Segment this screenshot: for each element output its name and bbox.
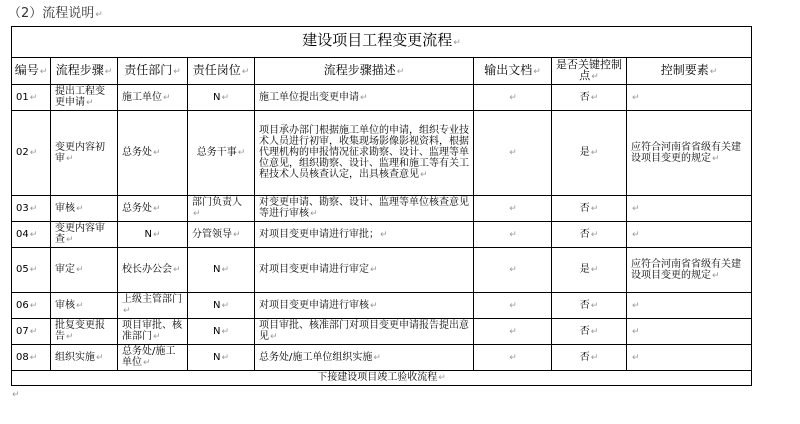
header-desc: 流程步骤描述↵ bbox=[255, 58, 474, 85]
paragraph-mark: ↵ bbox=[380, 229, 388, 240]
cell-key: 否↵ bbox=[552, 319, 627, 345]
paragraph-mark: ↵ bbox=[95, 10, 103, 20]
paragraph-mark: ↵ bbox=[632, 203, 640, 214]
paragraph-mark: ↵ bbox=[153, 148, 161, 158]
cell-doc bbox=[474, 196, 552, 222]
header-ctrl: 控制要素↵ bbox=[627, 58, 752, 85]
paragraph-mark: ↵ bbox=[590, 265, 599, 275]
cell-step: 组织实施↵ bbox=[51, 345, 118, 371]
paragraph-mark: ↵ bbox=[29, 265, 38, 275]
cell-dept: 总务处↵ bbox=[118, 196, 188, 222]
cell-step: 提出工程变更申请↵ bbox=[51, 85, 118, 111]
cell-key: 否↵ bbox=[552, 196, 627, 222]
table-title-row bbox=[12, 27, 752, 58]
table-row bbox=[12, 85, 752, 111]
cell-doc bbox=[474, 111, 552, 196]
paragraph-mark: ↵ bbox=[153, 332, 161, 342]
paragraph-mark: ↵ bbox=[76, 203, 84, 214]
cell-desc: 项目承办部门根据施工单位的申请，组织专业技术人员进行初审，收集现场影像影视资料，根据代理机构的申报情况征求勘察、设计、监理等单位意见，组织勘察、设计、监理和施工等有关工程技术人员核查认定，出具核查意见↵ bbox=[255, 111, 474, 196]
cell-dept: 总务处↵ bbox=[118, 111, 188, 196]
cell-step: 审定↵ bbox=[51, 248, 118, 293]
cell-key: 否↵ bbox=[552, 293, 627, 319]
paragraph-mark: ↵ bbox=[221, 352, 230, 363]
paragraph-mark: ↵ bbox=[66, 235, 74, 245]
paragraph-mark: ↵ bbox=[76, 265, 84, 275]
cell-desc: 对变更申请、勘察、设计、监理等单位核查意见等进行审核↵ bbox=[255, 196, 474, 222]
paragraph-mark: ↵ bbox=[193, 209, 201, 219]
cell-post: N↵ bbox=[188, 293, 255, 319]
paragraph-mark: ↵ bbox=[221, 300, 230, 311]
cell-ctrl bbox=[627, 319, 752, 345]
cell-doc bbox=[474, 345, 552, 371]
paragraph-mark: ↵ bbox=[370, 300, 378, 311]
cell-ctrl bbox=[627, 345, 752, 371]
cell-post: N↵ bbox=[188, 85, 255, 111]
cell-post: 分管领导↵ bbox=[188, 222, 255, 248]
paragraph-mark: ↵ bbox=[29, 92, 38, 103]
paragraph-mark: ↵ bbox=[221, 265, 230, 275]
paragraph-mark: ↵ bbox=[509, 326, 517, 337]
header-post: 责任岗位↵ bbox=[188, 58, 255, 85]
table-row bbox=[12, 196, 752, 222]
table-row bbox=[12, 222, 752, 248]
paragraph-mark: ↵ bbox=[632, 229, 640, 240]
cell-dept: 项目审批、核准部门↵ bbox=[118, 319, 188, 345]
cell-no: 03↵ bbox=[12, 196, 51, 222]
paragraph-mark: ↵ bbox=[590, 203, 599, 214]
paragraph-mark: ↵ bbox=[591, 72, 599, 82]
paragraph-mark: ↵ bbox=[241, 67, 250, 77]
section-heading-text: （2）流程说明 bbox=[8, 6, 95, 21]
paragraph-mark: ↵ bbox=[360, 92, 368, 103]
paragraph-mark: ↵ bbox=[29, 326, 38, 337]
table-row bbox=[12, 293, 752, 319]
paragraph-mark: ↵ bbox=[96, 352, 104, 363]
cell-step: 批复变更报告↵ bbox=[51, 319, 118, 345]
cell-ctrl bbox=[627, 85, 752, 111]
paragraph-mark: ↵ bbox=[39, 67, 48, 77]
cell-step: 审核↵ bbox=[51, 196, 118, 222]
cell-no: 01↵ bbox=[12, 85, 51, 111]
paragraph-mark: ↵ bbox=[509, 92, 517, 103]
header-row bbox=[12, 58, 752, 85]
paragraph-mark: ↵ bbox=[632, 352, 640, 363]
cell-desc: 对项目变更申请进行审批；↵ bbox=[255, 222, 474, 248]
table-row bbox=[12, 319, 752, 345]
paragraph-mark: ↵ bbox=[712, 153, 720, 164]
paragraph-mark: ↵ bbox=[123, 306, 131, 316]
paragraph-mark: ↵ bbox=[29, 352, 38, 363]
header-doc: 输出文档↵ bbox=[474, 58, 552, 85]
cell-dept: 校长办公会↵ bbox=[118, 248, 188, 293]
cell-no: 07↵ bbox=[12, 319, 51, 345]
cell-desc: 对项目变更申请进行审核↵ bbox=[255, 293, 474, 319]
paragraph-mark: ↵ bbox=[632, 300, 640, 311]
cell-no: 08↵ bbox=[12, 345, 51, 371]
paragraph-mark: ↵ bbox=[509, 300, 517, 311]
cell-no: 06↵ bbox=[12, 293, 51, 319]
paragraph-mark: ↵ bbox=[590, 229, 599, 240]
cell-dept: N↵ bbox=[118, 222, 188, 248]
table-row bbox=[12, 345, 752, 371]
paragraph-mark: ↵ bbox=[509, 352, 517, 363]
cell-ctrl: 应符合河南省省级有关建设项目变更的规定↵ bbox=[627, 248, 752, 293]
paragraph-mark: ↵ bbox=[29, 148, 38, 158]
paragraph-mark: ↵ bbox=[509, 148, 517, 158]
cell-dept: 上级主管部门↵ bbox=[118, 293, 188, 319]
table-row bbox=[12, 248, 752, 293]
cell-no: 02↵ bbox=[12, 111, 51, 196]
cell-dept: 总务处/施工单位↵ bbox=[118, 345, 188, 371]
paragraph-mark: ↵ bbox=[233, 229, 241, 240]
cell-desc: 对项目变更申请进行审定↵ bbox=[255, 248, 474, 293]
paragraph-mark: ↵ bbox=[29, 203, 38, 214]
paragraph-mark: ↵ bbox=[173, 265, 181, 275]
cell-desc: 项目审批、核准部门对项目变更申请报告提出意见↵ bbox=[255, 319, 474, 345]
paragraph-mark: ↵ bbox=[509, 265, 517, 275]
cell-key: 是↵ bbox=[552, 248, 627, 293]
header-key: 是否关键控制点↵ bbox=[552, 58, 627, 85]
cell-no: 04↵ bbox=[12, 222, 51, 248]
paragraph-mark: ↵ bbox=[712, 270, 720, 281]
cell-ctrl bbox=[627, 196, 752, 222]
cell-step: 变更内容初审↵ bbox=[51, 111, 118, 196]
paragraph-mark: ↵ bbox=[370, 265, 378, 275]
cell-key: 是↵ bbox=[552, 111, 627, 196]
paragraph-mark: ↵ bbox=[29, 229, 38, 240]
footer-row bbox=[12, 371, 752, 386]
cell-key: 否↵ bbox=[552, 345, 627, 371]
cell-post: N↵ bbox=[188, 319, 255, 345]
cell-post: N↵ bbox=[188, 345, 255, 371]
cell-desc: 施工单位提出变更申请↵ bbox=[255, 85, 474, 111]
process-table bbox=[11, 26, 752, 386]
cell-doc bbox=[474, 319, 552, 345]
paragraph-mark: ↵ bbox=[76, 300, 84, 311]
cell-doc bbox=[474, 248, 552, 293]
paragraph-mark: ↵ bbox=[86, 98, 94, 108]
paragraph-mark: ↵ bbox=[153, 203, 161, 214]
cell-ctrl bbox=[627, 293, 752, 319]
paragraph-mark: ↵ bbox=[396, 67, 405, 77]
paragraph-mark: ↵ bbox=[632, 326, 640, 337]
header-step: 流程步骤↵ bbox=[51, 58, 118, 85]
table-footer: 下接建设项目竣工验收流程↵ bbox=[12, 371, 752, 386]
paragraph-mark: ↵ bbox=[66, 332, 74, 342]
paragraph-mark: ↵ bbox=[270, 332, 278, 342]
paragraph-mark: ↵ bbox=[221, 326, 230, 337]
cell-dept: 施工单位↵ bbox=[118, 85, 188, 111]
paragraph-mark: ↵ bbox=[152, 229, 161, 240]
paragraph-mark: ↵ bbox=[420, 170, 428, 180]
paragraph-mark: ↵ bbox=[709, 67, 718, 77]
cell-post: 总务干事↵ bbox=[188, 111, 255, 196]
paragraph-mark: ↵ bbox=[66, 153, 74, 164]
header-dept: 责任部门↵ bbox=[118, 58, 188, 85]
paragraph-mark: ↵ bbox=[590, 148, 599, 158]
paragraph-mark: ↵ bbox=[310, 209, 318, 219]
paragraph-mark: ↵ bbox=[590, 92, 599, 103]
paragraph-mark: ↵ bbox=[509, 229, 517, 240]
cell-step: 变更内容审查↵ bbox=[51, 222, 118, 248]
paragraph-mark: ↵ bbox=[163, 92, 171, 103]
paragraph-mark: ↵ bbox=[590, 352, 599, 363]
cell-post: N↵ bbox=[188, 248, 255, 293]
header-no: 编号↵ bbox=[12, 58, 51, 85]
paragraph-mark: ↵ bbox=[143, 358, 151, 368]
paragraph-mark: ↵ bbox=[29, 300, 38, 311]
paragraph-mark: ↵ bbox=[533, 67, 541, 77]
cell-step: 审核↵ bbox=[51, 293, 118, 319]
paragraph-mark: ↵ bbox=[221, 92, 230, 103]
paragraph-mark: ↵ bbox=[509, 203, 517, 214]
paragraph-mark: ↵ bbox=[173, 67, 181, 77]
paragraph-mark: ↵ bbox=[237, 148, 246, 158]
cell-desc: 总务处/施工单位组织实施↵ bbox=[255, 345, 474, 371]
section-heading bbox=[8, 2, 103, 21]
paragraph-mark: ↵ bbox=[632, 92, 640, 103]
cell-ctrl bbox=[627, 222, 752, 248]
paragraph-mark: ↵ bbox=[590, 300, 599, 311]
paragraph-mark: ↵ bbox=[373, 352, 381, 363]
cell-doc bbox=[474, 85, 552, 111]
paragraph-mark: ↵ bbox=[104, 67, 113, 77]
cell-key: 否↵ bbox=[552, 222, 627, 248]
cell-key: 否↵ bbox=[552, 85, 627, 111]
table-title: 建设项目工程变更流程↵ bbox=[12, 27, 752, 58]
paragraph-mark: ↵ bbox=[590, 326, 599, 337]
cell-doc bbox=[474, 222, 552, 248]
cell-doc bbox=[474, 293, 552, 319]
cell-ctrl: 应符合河南省省级有关建设项目变更的规定↵ bbox=[627, 111, 752, 196]
cell-no: 05↵ bbox=[12, 248, 51, 293]
table-row bbox=[12, 111, 752, 196]
cell-post: 部门负责人↵ bbox=[188, 196, 255, 222]
paragraph-mark: ↵ bbox=[12, 390, 20, 400]
